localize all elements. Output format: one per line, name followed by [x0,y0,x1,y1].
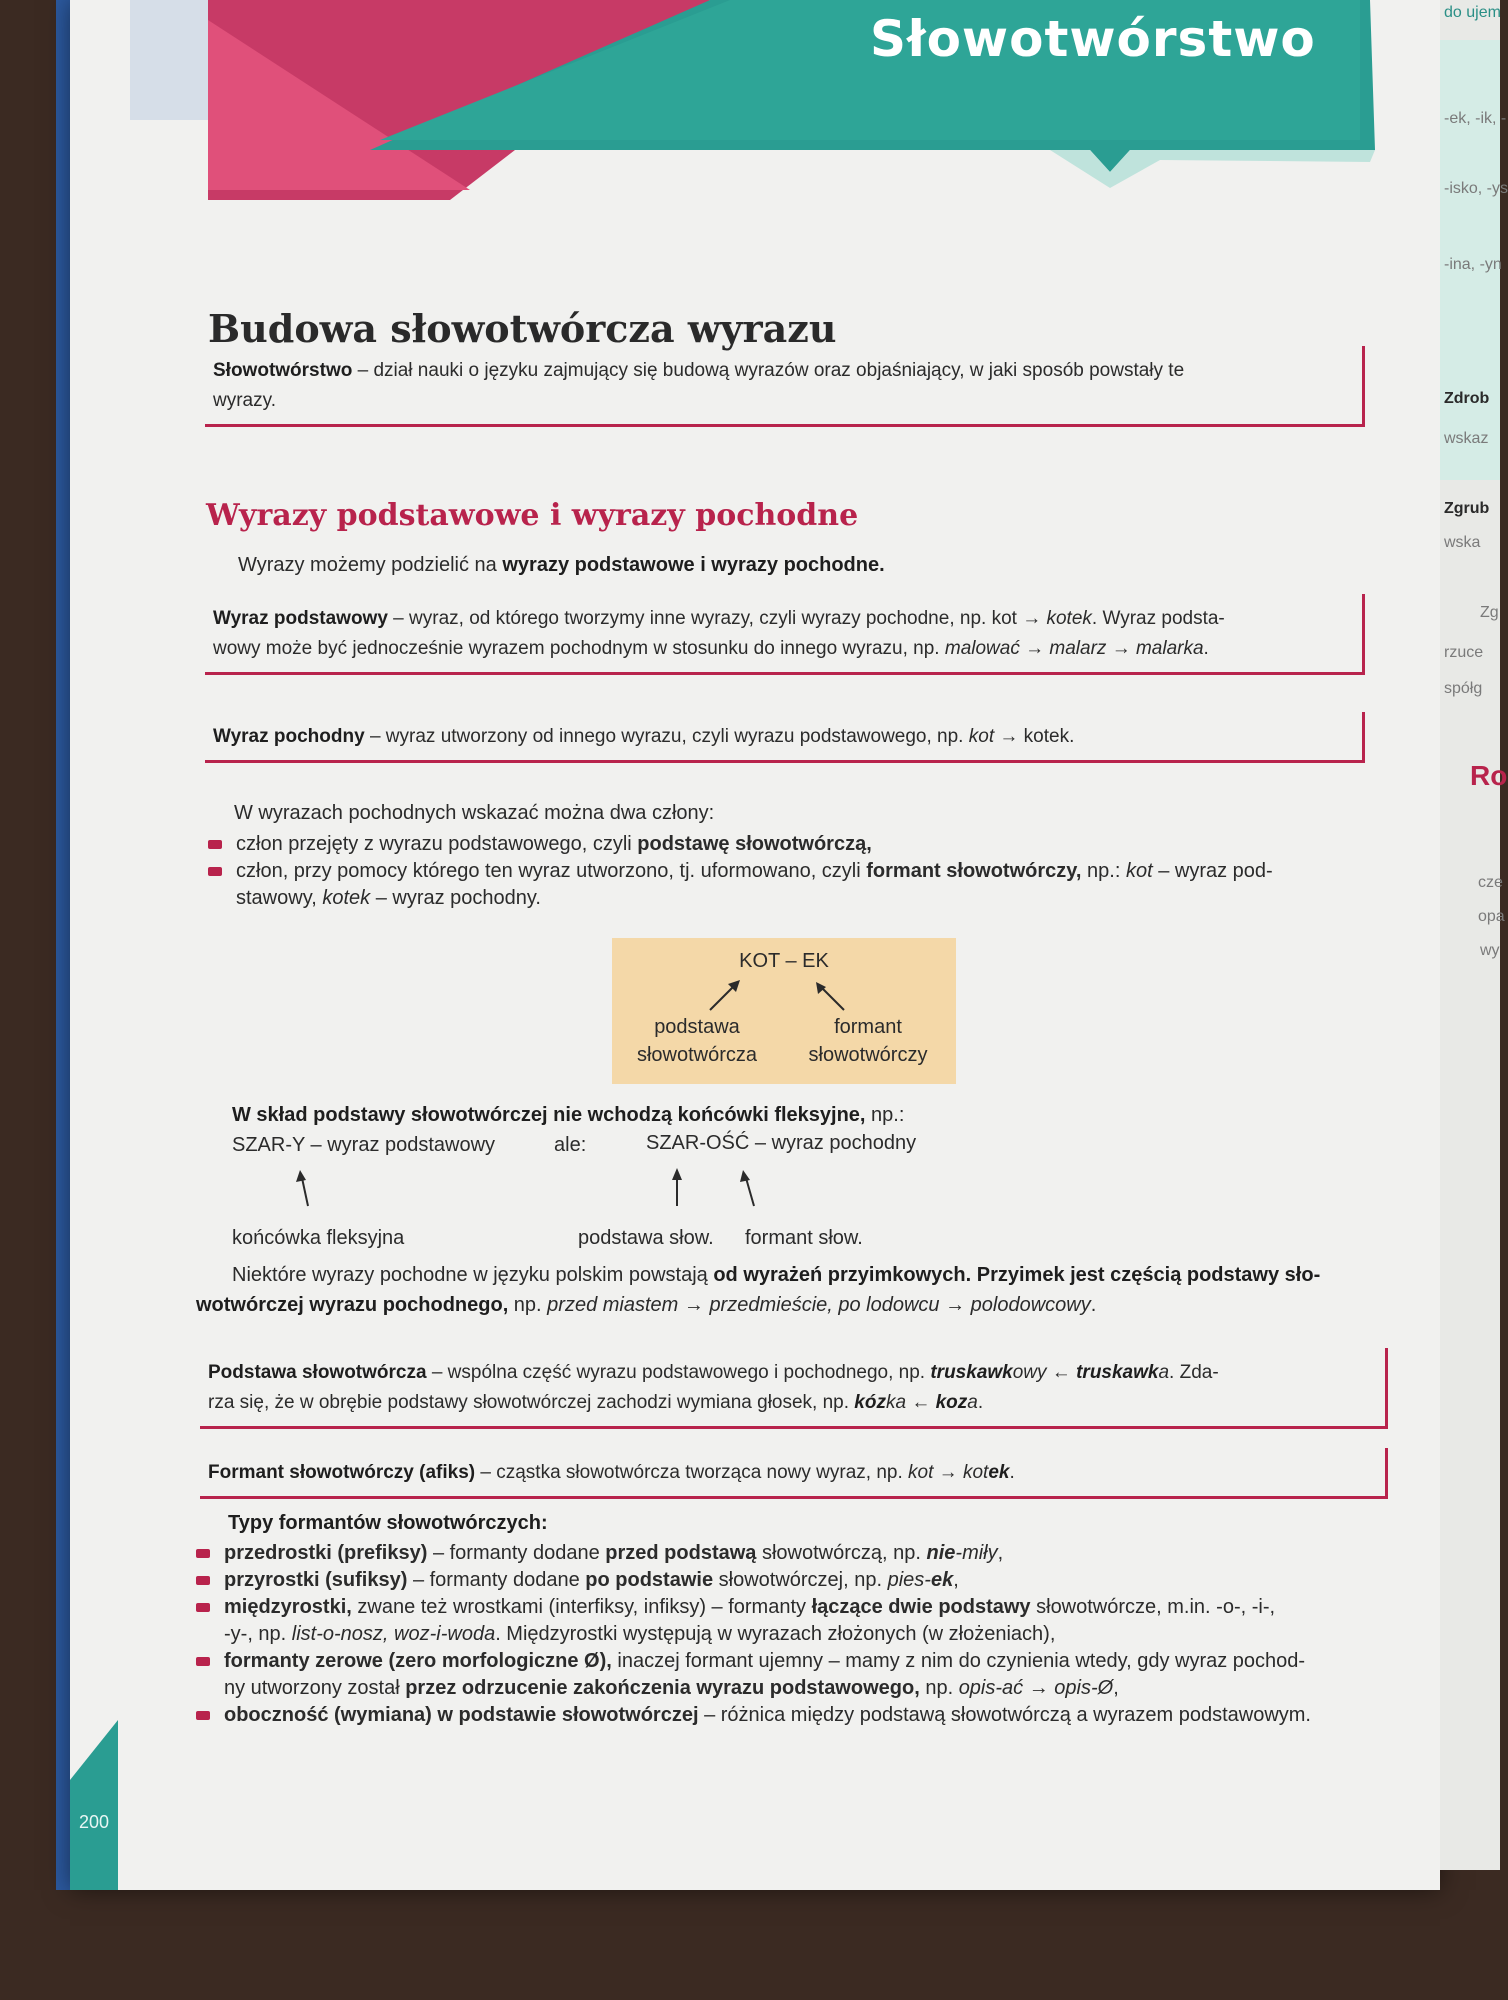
chapter-title: Słowotwórstwo [870,10,1316,68]
page-number: 200 [70,1780,118,1890]
item-text: – formanty dodane [407,1569,586,1591]
example: kot [962,1462,989,1483]
item-bold: łączące dwie podstawy [811,1596,1031,1618]
flexion-heading [232,1100,904,1130]
paragraph-bold: wotwórczej wyrazu pochodnego, [196,1294,509,1316]
term: Wyraz podstawowy [213,608,388,629]
item-text: słowotwórczą, np. [756,1542,927,1564]
flexion-but: ale: [554,1134,587,1156]
definition-box-wyraz-pochodny [205,712,1365,763]
definition-box-wyraz-podstawowy [205,594,1365,675]
flexion-example-2: SZAR-OŚĆ – wyraz pochodny [646,1132,917,1154]
example: kot [968,726,995,747]
list-item [194,1648,1404,1702]
item-italic: opis-ać → opis-Ø [958,1677,1114,1699]
item-bold: po podstawie [585,1569,714,1591]
definition-text: – wspólna część wyrazu podstawowego i pochodnego, np. [426,1362,931,1383]
flexion-label-ending: końcówka fleksyjna [232,1227,405,1249]
list-item [194,1702,1404,1729]
definition-box-formant [200,1448,1388,1499]
item-bold-italic: nie [926,1542,956,1564]
list-item [194,1567,1404,1594]
diagram-word: KOT – EK [739,950,829,972]
side-text: Zdrob [1444,390,1490,407]
item-italic: list-o-nosz, woz-i-woda [291,1623,496,1645]
item-text: słowotwórcze, m.in. -o-, -i-, [1030,1596,1276,1618]
example-bold: koz [935,1392,968,1413]
item-italic: kotek [322,887,371,909]
side-text: Ro [1470,760,1508,791]
item-italic: -miły [955,1542,998,1564]
subsection-title: Wyrazy podstawowe i wyrazy pochodne [206,498,859,533]
flexion-bold: W skład podstawy słowotwórczej nie wchodzą końcówki fleksyjne, [232,1104,866,1126]
example: kot → [908,1462,963,1483]
example-bold: truskawk [1076,1362,1159,1383]
word-structure-diagram [612,938,956,1084]
definition-text: . [977,1392,984,1413]
side-text: -isko, -ys [1444,180,1508,197]
definition-box-podstawa [200,1348,1388,1429]
term: Podstawa słowotwórcza [208,1362,427,1383]
side-text: spółg [1444,680,1483,697]
types-title-bold: Typy formantów słowotwórczych: [228,1512,548,1534]
flexion-example-1: SZAR-Y – wyraz podstawowy [232,1134,496,1156]
side-text: Zg [1480,604,1499,621]
example-bold: ek [988,1462,1010,1483]
definition-text: – cząstka słowotwórcza tworząca nowy wyraz, np. [475,1462,909,1483]
item-italic: pies- [887,1569,931,1591]
side-text: do ujem [1444,4,1501,21]
item-text: . Międzyrostki występują w wyrazach złożonych (w złożeniach), [495,1623,1056,1645]
item-text: stawowy, [236,887,323,909]
facing-page-edge [1440,0,1508,1870]
side-text: rzuce [1444,644,1484,661]
example: ka ← [885,1392,936,1413]
members-list [206,831,1386,912]
flexion-label-formant: formant słow. [745,1227,863,1249]
item-bold: przedrostki (prefiksy) [224,1542,428,1564]
paragraph-text: Niektóre wyrazy pochodne w języku polskim powstają [232,1264,714,1286]
item-bold: przed podstawą [605,1542,757,1564]
list-item [194,1540,1404,1567]
textbook-page [70,0,1440,1890]
side-text: wska [1444,534,1481,551]
definition-box-slowotworstwo [205,346,1365,427]
page-corner-decoration [70,1720,130,1780]
definition-text: – wyraz utworzony od innego wyrazu, czyli wyrazu podstawowego, np. [364,726,969,747]
diagram-right-label-2: słowotwórczy [808,1044,928,1066]
definition-text: wyrazy. [213,390,276,411]
list-item [206,831,1386,858]
item-text: – formanty dodane [427,1542,606,1564]
flexion-text: np.: [865,1104,905,1126]
item-text: – wyraz pod- [1152,860,1273,882]
item-text: np. [919,1677,959,1699]
item-text: , [1113,1677,1119,1699]
item-text: np.: [1081,860,1126,882]
item-text: ny utworzony został [224,1677,406,1699]
side-text: cze [1478,874,1503,891]
side-text: Zgrub [1444,500,1490,517]
item-text: inaczej formant ujemny – mamy z nim do czynienia wtedy, gdy wyraz pochod- [611,1650,1306,1672]
example: kotek [1046,608,1092,629]
formant-types-list [194,1540,1404,1729]
item-bold: przyrostki (sufiksy) [224,1569,408,1591]
intro-paragraph [238,550,885,580]
item-text: człon przejęty z wyrazu podstawowego, czyli [236,833,638,855]
item-text: , [953,1569,959,1591]
definition-text: . Wyraz podsta- [1091,608,1225,629]
item-text: słowotwórczej, np. [713,1569,888,1591]
item-italic: kot [1125,860,1153,882]
item-text: – różnica między podstawą słowotwórczą a wyrazem podstawowym. [698,1704,1311,1726]
item-text: człon, przy pomocy którego ten wyraz utworzono, tj. uformowano, czyli [236,860,867,882]
item-bold-italic: ek [930,1569,954,1591]
item-bold: oboczność (wymiana) w podstawie słowotwórczej [224,1704,699,1726]
term: Formant słowotwórczy (afiks) [208,1462,476,1483]
definition-text: – dział nauki o języku zajmujący się budową wyrazów oraz objaśniający, w jaki sposób powstały te [352,360,1185,381]
book-spine-edge [56,0,70,1890]
item-text: zwane też wrostkami (interfiksy, infiksy) – formanty [351,1596,812,1618]
item-bold: podstawę słowotwórczą, [637,833,872,855]
item-text: – wyraz pochodny. [370,887,541,909]
example: owy ← [1012,1362,1077,1383]
item-bold: formant słowotwórczy, [866,860,1082,882]
definition-text: . Zda- [1169,1362,1219,1383]
intro-bold: wyrazy podstawowe i wyrazy pochodne. [502,554,885,576]
side-text: opa [1478,908,1505,925]
diagram-left-label-2: słowotwórcza [636,1044,758,1066]
definition-text: . [1203,638,1209,659]
list-item [206,858,1386,912]
paragraph-text: . [1090,1294,1097,1316]
definition-text: rza się, że w obrębie podstawy słowotwórczej zachodzi wymiana głosek, np. [208,1392,855,1413]
side-text: wskaz [1444,430,1489,447]
example-bold: truskawk [930,1362,1013,1383]
definition-text: wowy może być jednocześnie wyrazem pochodnym w stosunku do innego wyrazu, np. [213,638,945,659]
side-text: wy [1480,942,1500,959]
example-bold: kóz [854,1392,886,1413]
paragraph-bold: od wyrażeń przyimkowych. Przyimek jest częścią podstawy sło- [713,1264,1321,1286]
members-intro: W wyrazach pochodnych wskazać można dwa człony: [234,802,715,824]
paragraph-text: np. [508,1294,548,1316]
list-item [194,1594,1404,1648]
intro-text: Wyrazy możemy podzielić na [238,554,503,576]
flexion-label-base: podstawa słow. [578,1227,714,1249]
item-text: , [997,1542,1004,1564]
types-title [228,1508,548,1538]
side-text: -ek, -ik, - [1444,110,1507,127]
definition-text: → kotek. [994,726,1075,747]
example: malować → malarz → malarka [944,638,1204,659]
prepositional-paragraph [196,1260,1386,1320]
definition-text: . [1009,1462,1015,1483]
paragraph-italic: przed miastem → przedmieście, po lodowcu → polodowcowy [547,1294,1091,1316]
item-bold: międzyrostki, [224,1596,352,1618]
section-title: Budowa słowotwórcza wyrazu [208,306,837,351]
term: Słowotwórstwo [213,360,353,381]
item-bold: formanty zerowe (zero morfologiczne Ø), [224,1650,612,1672]
diagram-left-label-1: podstawa [654,1016,740,1038]
item-bold: przez odrzucenie zakończenia wyrazu podstawowego, [405,1677,920,1699]
item-text: -y-, np. [224,1623,292,1645]
side-text: -ina, -yn [1444,256,1502,273]
example: a [1158,1362,1170,1383]
diagram-right-label-1: formant [834,1016,902,1038]
term: Wyraz pochodny [213,726,365,747]
example: a [967,1392,978,1413]
definition-text: – wyraz, od którego tworzymy inne wyrazy, czyli wyrazy pochodne, np. kot → [387,608,1047,629]
